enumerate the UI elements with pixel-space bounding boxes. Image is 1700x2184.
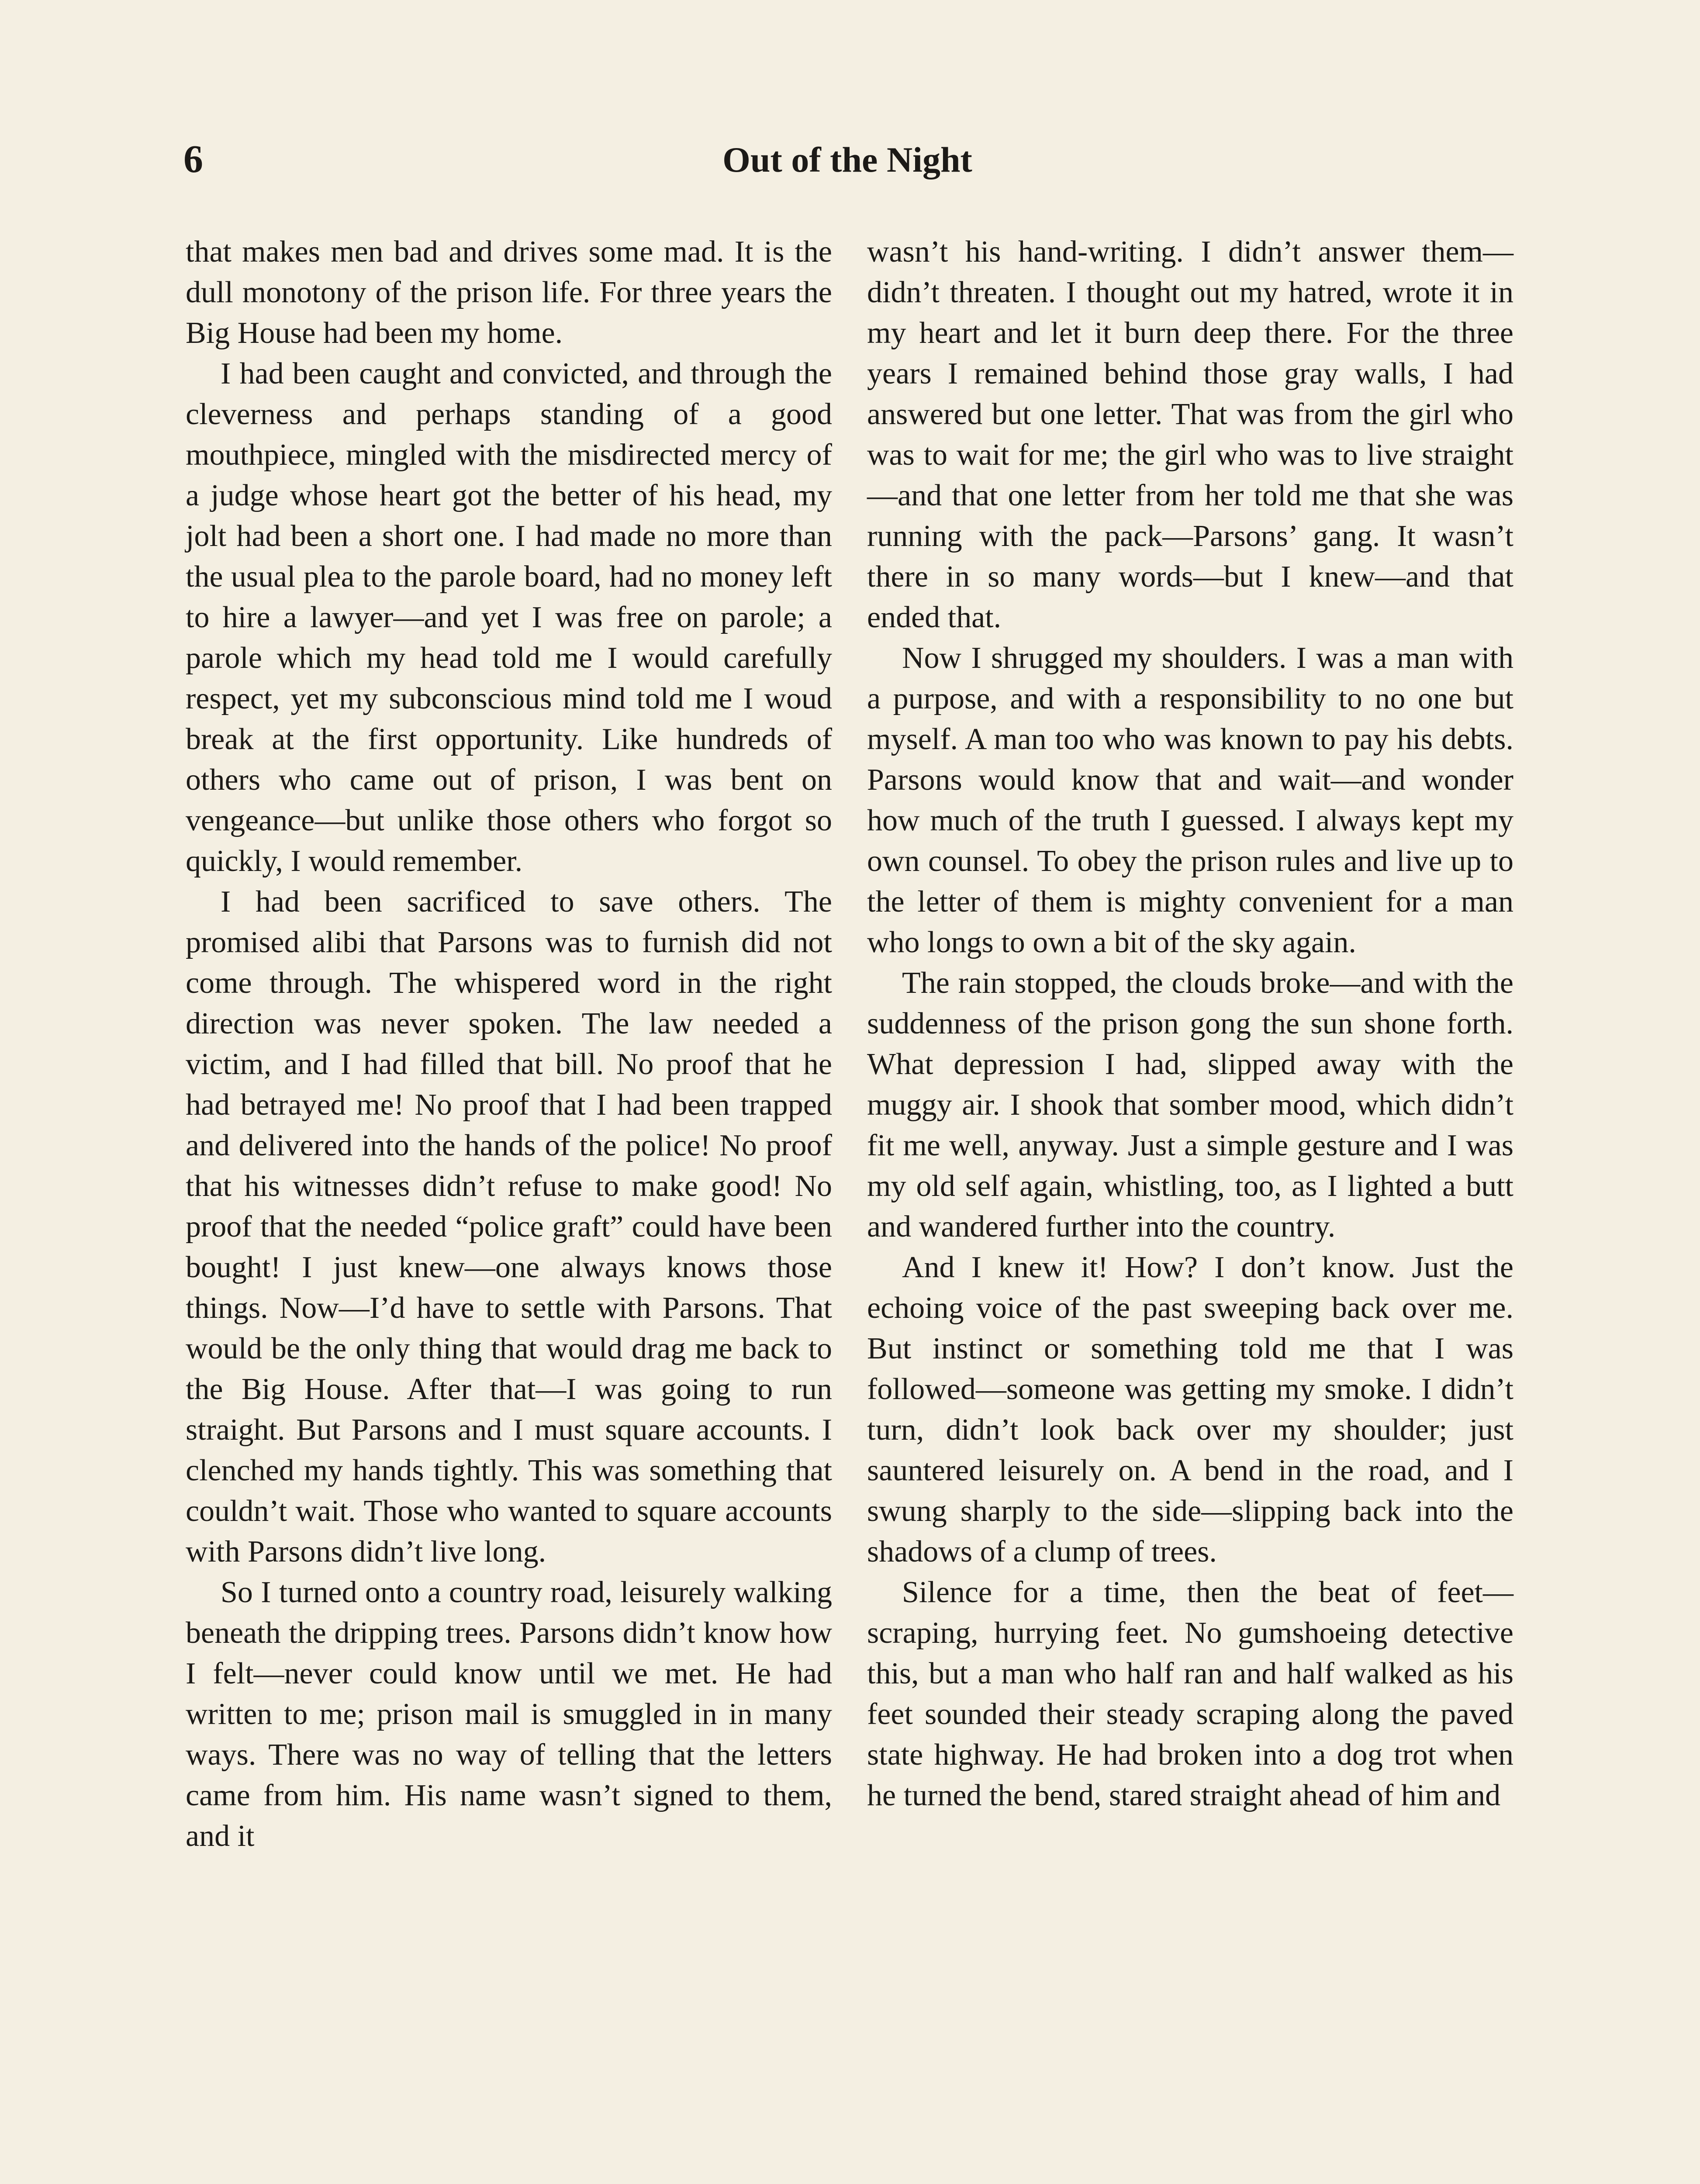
right-column (867, 232, 1513, 1816)
left-column (186, 232, 832, 1856)
paragraph: The rain stopped, the clouds broke—and with the suddenness of the prison gong the sun shone forth. What depression I had, slipped away with the muggy air. I shook that somber mood, which didn’t fit me well, anyway. Just a simple gesture and I was my old self again, whistling, too, as I lighted a butt and wandered further into the country. (867, 966, 1513, 1244)
running-head: Out of the Night (722, 140, 972, 180)
page-number: 6 (183, 138, 203, 181)
paragraph: wasn’t his hand-writing. I didn’t answer them—didn’t threaten. I thought out my hatred, wrote it in my heart and let it burn deep there. For the three years I remained behind those gray walls, I had answered but one letter. That was from the girl who was to wait for me; the girl who was to live straight —and that one letter from her told me that she was running with the pack—Parsons’ gang. It wasn’t there in so many words—but I knew—and that ended that. (867, 235, 1513, 634)
paragraph: Now I shrugged my shoulders. I was a man with a purpose, and with a responsibility to no one but myself. A man too who was known to pay his debts. Parsons would know that and wait—and wonder how much of the truth I guessed. I always kept my own counsel. To obey the prison rules and live up to the letter of them is mighty convenient for a man who longs to own a bit of the sky again. (867, 641, 1513, 959)
paragraph: Silence for a time, then the beat of feet—scraping, hurrying feet. No gumshoeing detective this, but a man who half ran and half walked as his feet sounded their steady scraping along the paved state highway. He had broken into a dog trot when he turned the bend, stared straight ahead of him and (867, 1576, 1513, 1812)
paragraph: And I knew it! How? I don’t know. Just the echoing voice of the past sweeping back over me. But instinct or something told me that I was followed—someone was getting my smoke. I didn’t turn, didn’t look back over my shoulder; just sauntered leisurely on. A bend in the road, and I swung sharply to the side—slipping back into the shadows of a clump of trees. (867, 1251, 1513, 1569)
paragraph: I had been caught and convicted, and through the cleverness and perhaps standing of a good mouthpiece, mingled with the misdirected mercy of a judge whose heart got the better of his head, my jolt had been a short one. I had made no more than the usual plea to the parole board, had no money left to hire a lawyer—and yet I was free on parole; a parole which my head told me I would carefully respect, yet my subconscious mind told me I woud break at the first opportunity. Like hundreds of others who came out of prison, I was bent on vengeance—but unlike those others who forgot so quickly, I would remember. (186, 357, 832, 878)
paragraph: So I turned onto a country road, leisurely walking beneath the dripping trees. Parsons didn’t know how I felt—never could know until we met. He had written to me; prison mail is smuggled in in many ways. There was no way of telling that the letters came from him. His name wasn’t signed to them, and it (186, 1576, 832, 1853)
paragraph: that makes men bad and drives some mad. It is the dull monotony of the prison life. For three years the Big House had been my home. (186, 235, 832, 350)
paragraph: I had been sacrificed to save others. The promised alibi that Parsons was to furnish did not come through. The whispered word in the right direction was never spoken. The law needed a victim, and I had filled that bill. No proof that he had betrayed me! No proof that I had been trapped and delivered into the hands of the police! No proof that his witnesses didn’t refuse to make good! No proof that the needed “police graft” could have been bought! I just knew—one always knows those things. Now—I’d have to settle with Parsons. That would be the only thing that would drag me back to the Big House. After that—I was going to run straight. But Parsons and I must square accounts. I clenched my hands tightly. This was something that couldn’t wait. Those who wanted to square accounts with Parsons didn’t live long. (186, 885, 832, 1569)
